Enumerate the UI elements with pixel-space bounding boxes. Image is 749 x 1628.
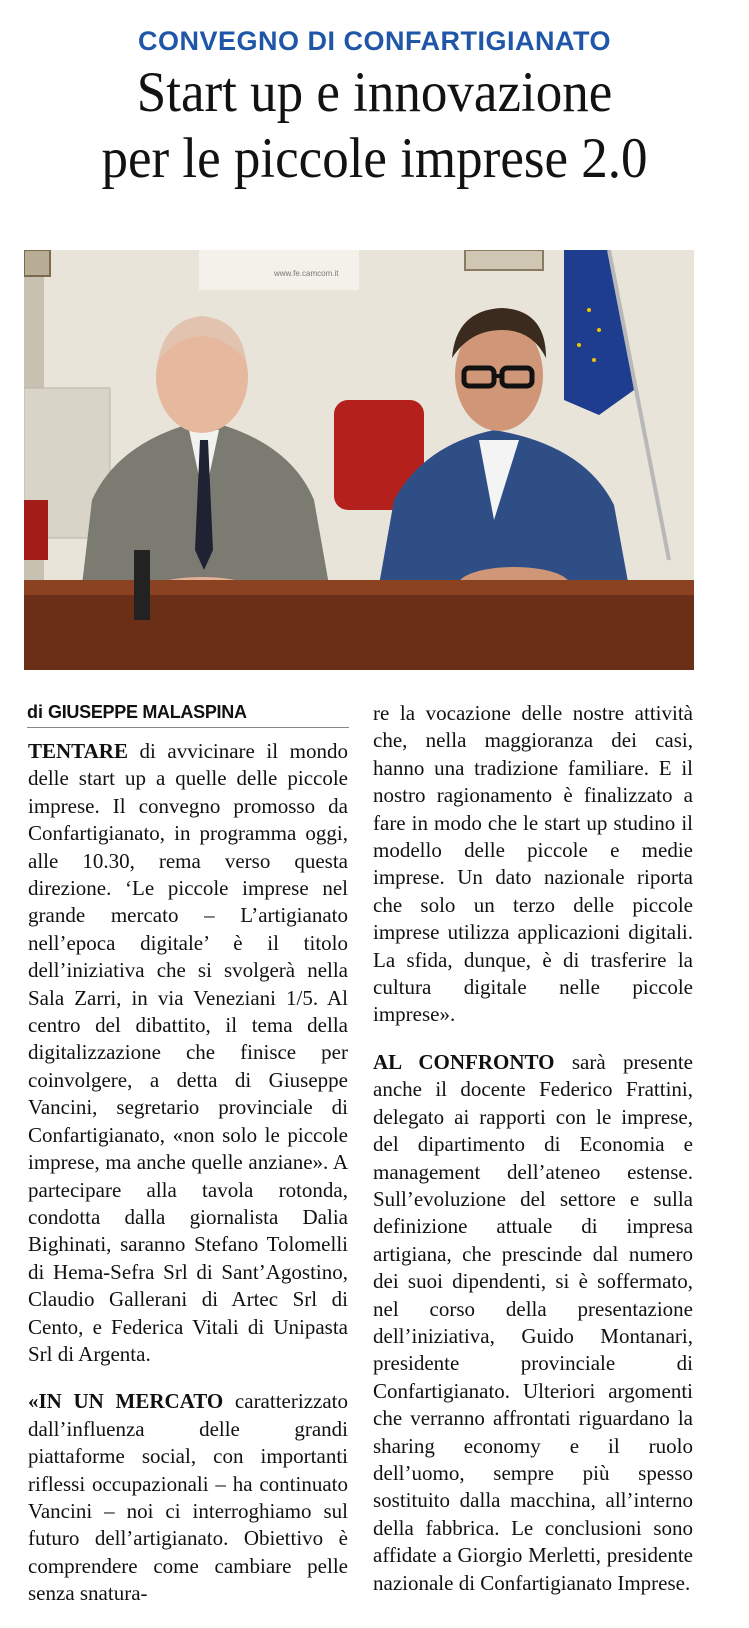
headline-line-2: per le piccole imprese 2.0 bbox=[101, 127, 648, 190]
column-right bbox=[373, 700, 693, 1617]
paragraph-3-text: re la vocazione delle nostre attività che, nella maggioranza dei casi, hanno una tradizione familiare. E il nostro ragionamento è finalizzato a fare in modo che le start up studino il modello delle piccole e medie imprese. Un dato nazionale riporta che solo un terzo delle piccole imprese utilizza applicazioni digitali. La sfida, dunque, è di trasferire la cultura digitale nelle piccole imprese». bbox=[373, 701, 693, 1027]
paragraph-1-text: di avvicinare il mondo delle start up a quelle delle piccole imprese. Il convegno promosso da Confartigianato, in programma oggi, alle 10.30, rema verso questa direzione. ‘Le piccole imprese nel grande mercato – L’artigianato nell’epoca digitale’ è il titolo dell’iniziativa che si svolgerà nella Sala Zarri, in via Veneziani 1/5. Al centro del dibattito, il tema della digitalizzazione che finisce per coinvolgere, a detta di Giuseppe Vancini, segretario provinciale di Confartigianato, «non solo le piccole imprese, ma anche quelle anziane». A partecipare alla tavola rotonda, condotta dalla giornalista Dalia Bighinati, saranno Stefano Tolomelli di Hema-Sefra Srl di Sant’Agostino, Claudio Gallerani di Artec Srl di Cento, e Federica Vitali di Unipasta Srl di Argenta. bbox=[28, 739, 348, 1366]
byline bbox=[27, 702, 349, 728]
byline-author: GIUSEPPE MALASPINA bbox=[48, 702, 247, 722]
headline bbox=[26, 60, 723, 192]
paragraph-1 bbox=[28, 738, 348, 1368]
article-photo bbox=[24, 250, 694, 670]
paragraph-4-lead: AL CONFRONTO bbox=[373, 1049, 555, 1074]
paragraph-2-text: caratterizzato dall’influenza delle grandi piattaforme social, con importanti riflessi occupazionali – ha continuato Vancini – noi ci interroghiamo sul futuro dell’artigianato. Obiettivo è comprendere come cambiare pelle senza snatura- bbox=[28, 1389, 348, 1606]
paragraph-4 bbox=[373, 1049, 693, 1597]
kicker: CONVEGNO DI CONFARTIGIANATO bbox=[137, 26, 611, 56]
paragraph-1-lead: TENTARE bbox=[28, 739, 128, 763]
wall-sign-text: www.fe.camcom.it bbox=[274, 269, 339, 278]
paragraph-2-lead: «IN UN MERCATO bbox=[28, 1389, 224, 1414]
byline-prefix: di bbox=[27, 702, 43, 722]
column-left bbox=[28, 738, 348, 1628]
paragraph-4-text: sarà presente anche il docente Federico Frattini, delegato ai rapporti con le imprese, del dipartimento di Economia e management dell’ateneo estense. Sull’evoluzione del settore e sulla definizione attuale di impresa artigiana, che prescinde dal numero dei suoi dipendenti, si è soffermato, nel corso della presentazione dell’iniziativa, Guido Montanari, presidente provinciale di Confartigianato. Ulteriori argomenti che verranno affrontati riguardano la sharing economy e il ruolo dell’uomo, sempre più spesso sostituito dalla macchina, all’interno della fabbrica. Le conclusioni sono affidate a Giorgio Merletti, presidente nazionale di Confartigianato Imprese. bbox=[373, 1049, 693, 1595]
photo-illustration bbox=[24, 250, 694, 670]
paragraph-2 bbox=[28, 1388, 348, 1607]
paragraph-3 bbox=[373, 700, 693, 1029]
headline-line-1: Start up e innovazione bbox=[136, 61, 613, 124]
